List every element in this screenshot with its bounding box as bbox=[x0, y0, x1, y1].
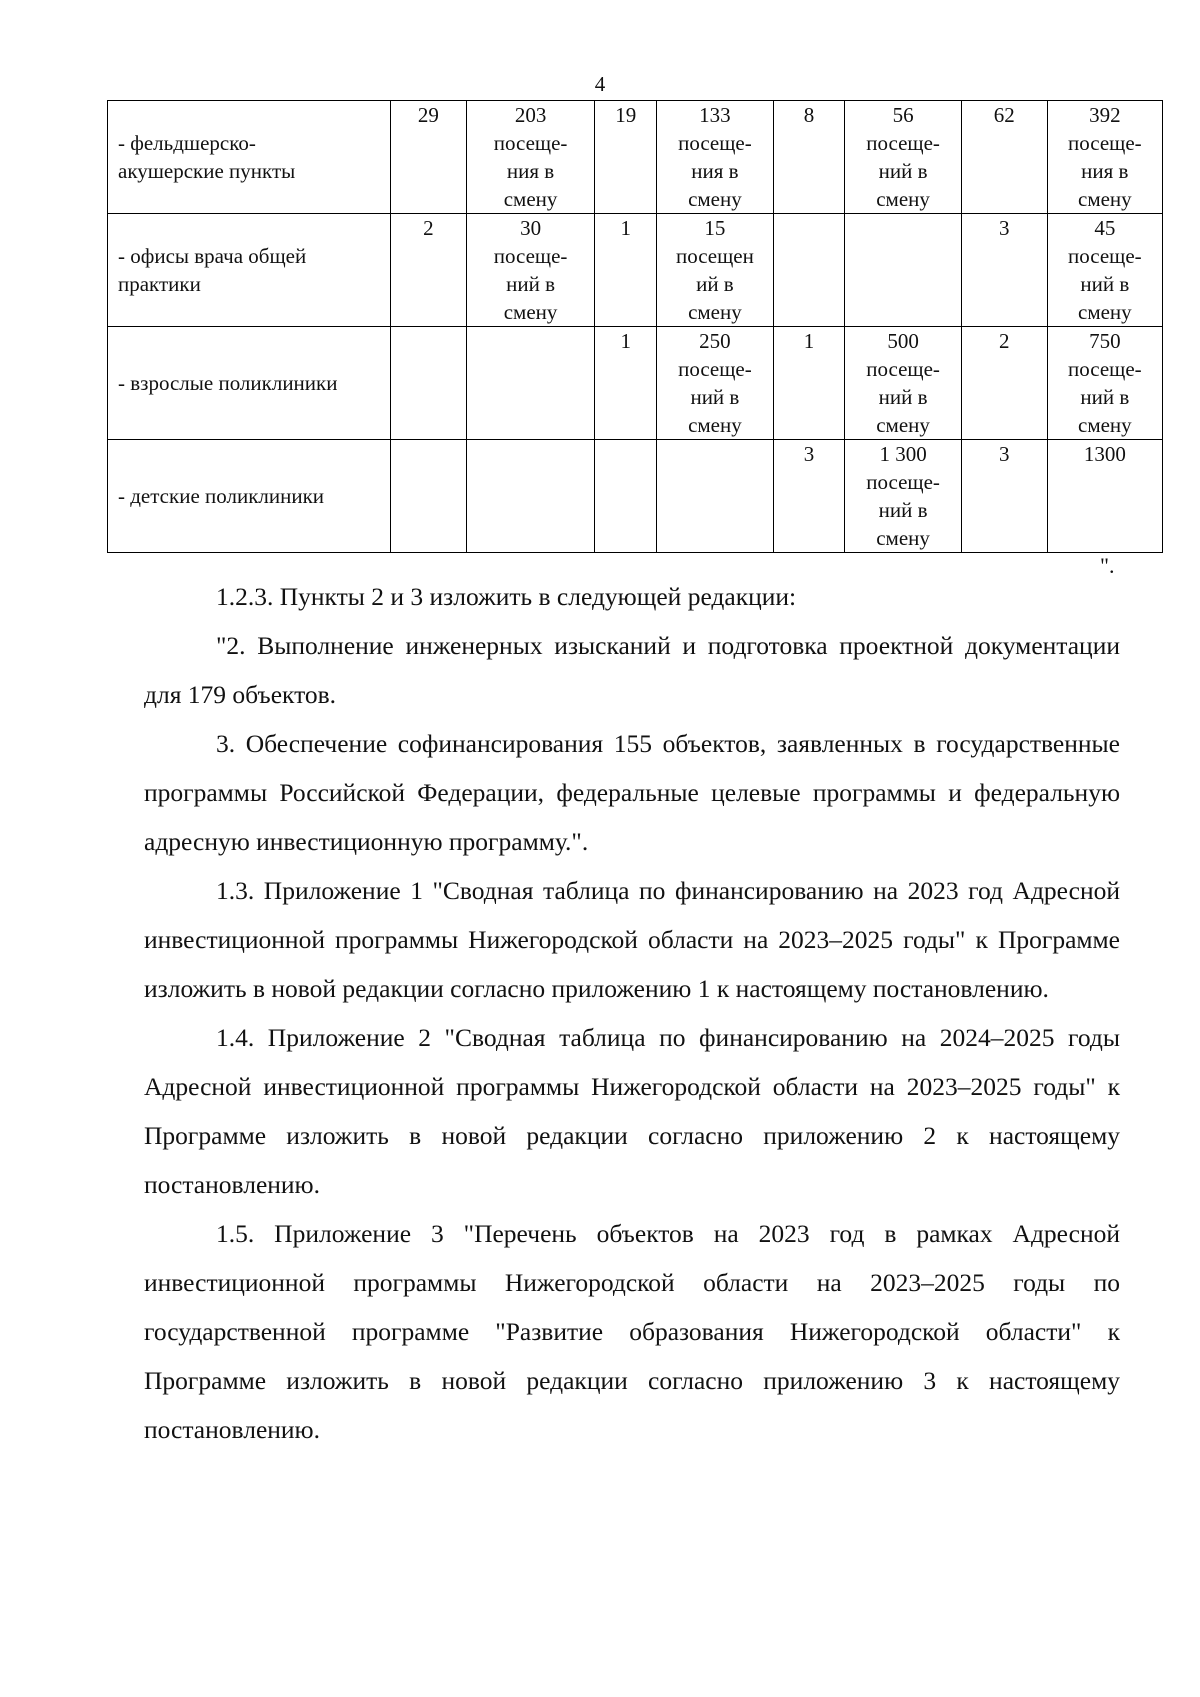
table-closing-quote: ". bbox=[1100, 553, 1115, 578]
table-cell-value: 203 посеще- ния в смену bbox=[493, 103, 568, 211]
table-cell-value: 56 посеще- ний в смену bbox=[866, 103, 940, 211]
table-cell-value: 62 bbox=[993, 103, 1015, 127]
table-cell bbox=[390, 440, 466, 553]
table-cell-value: 1 300 посеще- ний в смену bbox=[866, 442, 940, 550]
table-cell bbox=[1047, 440, 1162, 553]
table-cell bbox=[657, 327, 773, 440]
table-cell-value: 19 bbox=[615, 103, 637, 127]
table-cell-value: 2 bbox=[998, 329, 1010, 353]
table-cell-value: 1 bbox=[803, 329, 815, 353]
table-cell bbox=[845, 214, 961, 327]
page-number: 4 bbox=[594, 72, 606, 96]
table-row bbox=[108, 101, 1163, 214]
table-cell bbox=[1047, 214, 1162, 327]
table-cell bbox=[773, 440, 845, 553]
table-cell bbox=[773, 101, 845, 214]
table-cell-value: 3 bbox=[803, 442, 815, 466]
facility-name: - фельдшерско- акушерские пункты bbox=[118, 131, 296, 183]
table-cell bbox=[961, 440, 1047, 553]
table-cell bbox=[657, 440, 773, 553]
table-cell bbox=[390, 101, 466, 214]
table-cell-value: 15 посещен ий в смену bbox=[675, 216, 754, 324]
table-row bbox=[108, 327, 1163, 440]
facility-name-cell bbox=[108, 101, 391, 214]
table-cell bbox=[1047, 101, 1162, 214]
table-cell-value: 8 bbox=[803, 103, 815, 127]
table-cell bbox=[466, 440, 594, 553]
facility-name-cell bbox=[108, 214, 391, 327]
facility-name: - детские поликлиники bbox=[118, 484, 325, 508]
table-cell-value: 1 bbox=[620, 329, 631, 353]
facility-name: - офисы врача общей практики bbox=[118, 244, 307, 296]
table-cell bbox=[466, 327, 594, 440]
table-cell bbox=[390, 214, 466, 327]
table-cell-value: 3 bbox=[998, 216, 1010, 240]
facility-name-cell bbox=[108, 440, 391, 553]
table-cell-value: 133 посеще- ния в смену bbox=[678, 103, 752, 211]
table-cell bbox=[845, 101, 961, 214]
table-cell-value: 1 bbox=[620, 216, 631, 240]
table-cell bbox=[961, 214, 1047, 327]
table-cell bbox=[845, 440, 961, 553]
table-cell bbox=[595, 440, 657, 553]
table-cell bbox=[657, 214, 773, 327]
facility-name-cell bbox=[108, 327, 391, 440]
table-cell-value: 45 посеще- ний в смену bbox=[1068, 216, 1142, 324]
table-cell bbox=[773, 327, 845, 440]
table-cell bbox=[466, 101, 594, 214]
paragraph-1-4: 1.4. Приложение 2 "Сводная таблица по финансированию на 2024–2025 годы Адресной инвестиционной программы Нижегородской области на 2023–2025 годы" к Программе изложить в новой редакции согласно приложению 2 к настоящему постановлению. bbox=[144, 1023, 1120, 1199]
table-cell bbox=[657, 101, 773, 214]
paragraph-1-5: 1.5. Приложение 3 "Перечень объектов на 2023 год в рамках Адресной инвестиционной программы Нижегородской области на 2023–2025 годы по государственной программе "Развитие образования Нижегородской области" к Программе изложить в новой редакции согласно приложению 3 к настоящему постановлению. bbox=[144, 1219, 1120, 1444]
table-cell-value: 2 bbox=[423, 216, 434, 240]
paragraph-1-2-3: 1.2.3. Пункты 2 и 3 изложить в следующей редакции: bbox=[216, 582, 797, 611]
table-cell-value: 1300 bbox=[1083, 442, 1126, 466]
facilities-table bbox=[107, 100, 1163, 553]
table-cell bbox=[1047, 327, 1162, 440]
table-cell bbox=[961, 101, 1047, 214]
facility-name: - взрослые поликлиники bbox=[118, 371, 338, 395]
paragraph-1-3: 1.3. Приложение 1 "Сводная таблица по финансированию на 2023 год Адресной инвестиционной программы Нижегородской области на 2023–2025 годы" к Программе изложить в новой редакции согласно приложению 1 к настоящему постановлению. bbox=[144, 876, 1120, 1003]
table-cell bbox=[773, 214, 845, 327]
table-row bbox=[108, 214, 1163, 327]
document-body bbox=[144, 572, 1120, 1454]
paragraph-item-2: "2. Выполнение инженерных изысканий и подготовка проектной документации для 179 объектов. bbox=[144, 631, 1120, 709]
table-cell-value: 392 посеще- ния в смену bbox=[1068, 103, 1142, 211]
table-cell-value: 30 посеще- ний в смену bbox=[493, 216, 568, 324]
paragraph-item-3: 3. Обеспечение софинансирования 155 объектов, заявленных в государственные программы Российской Федерации, федеральные целевые программы и федеральную адресную инвестиционную программу.". bbox=[144, 729, 1120, 856]
table-row bbox=[108, 440, 1163, 553]
table-cell-value: 3 bbox=[998, 442, 1010, 466]
table-cell bbox=[390, 327, 466, 440]
table-cell-value: 500 посеще- ний в смену bbox=[866, 329, 940, 437]
table-cell bbox=[961, 327, 1047, 440]
table-cell bbox=[595, 214, 657, 327]
table-cell-value: 29 bbox=[417, 103, 439, 127]
table-cell bbox=[595, 327, 657, 440]
table-cell-value: 750 посеще- ний в смену bbox=[1068, 329, 1142, 437]
table-cell bbox=[845, 327, 961, 440]
table-cell bbox=[466, 214, 594, 327]
table-cell bbox=[595, 101, 657, 214]
table-cell-value: 250 посеще- ний в смену bbox=[678, 329, 752, 437]
